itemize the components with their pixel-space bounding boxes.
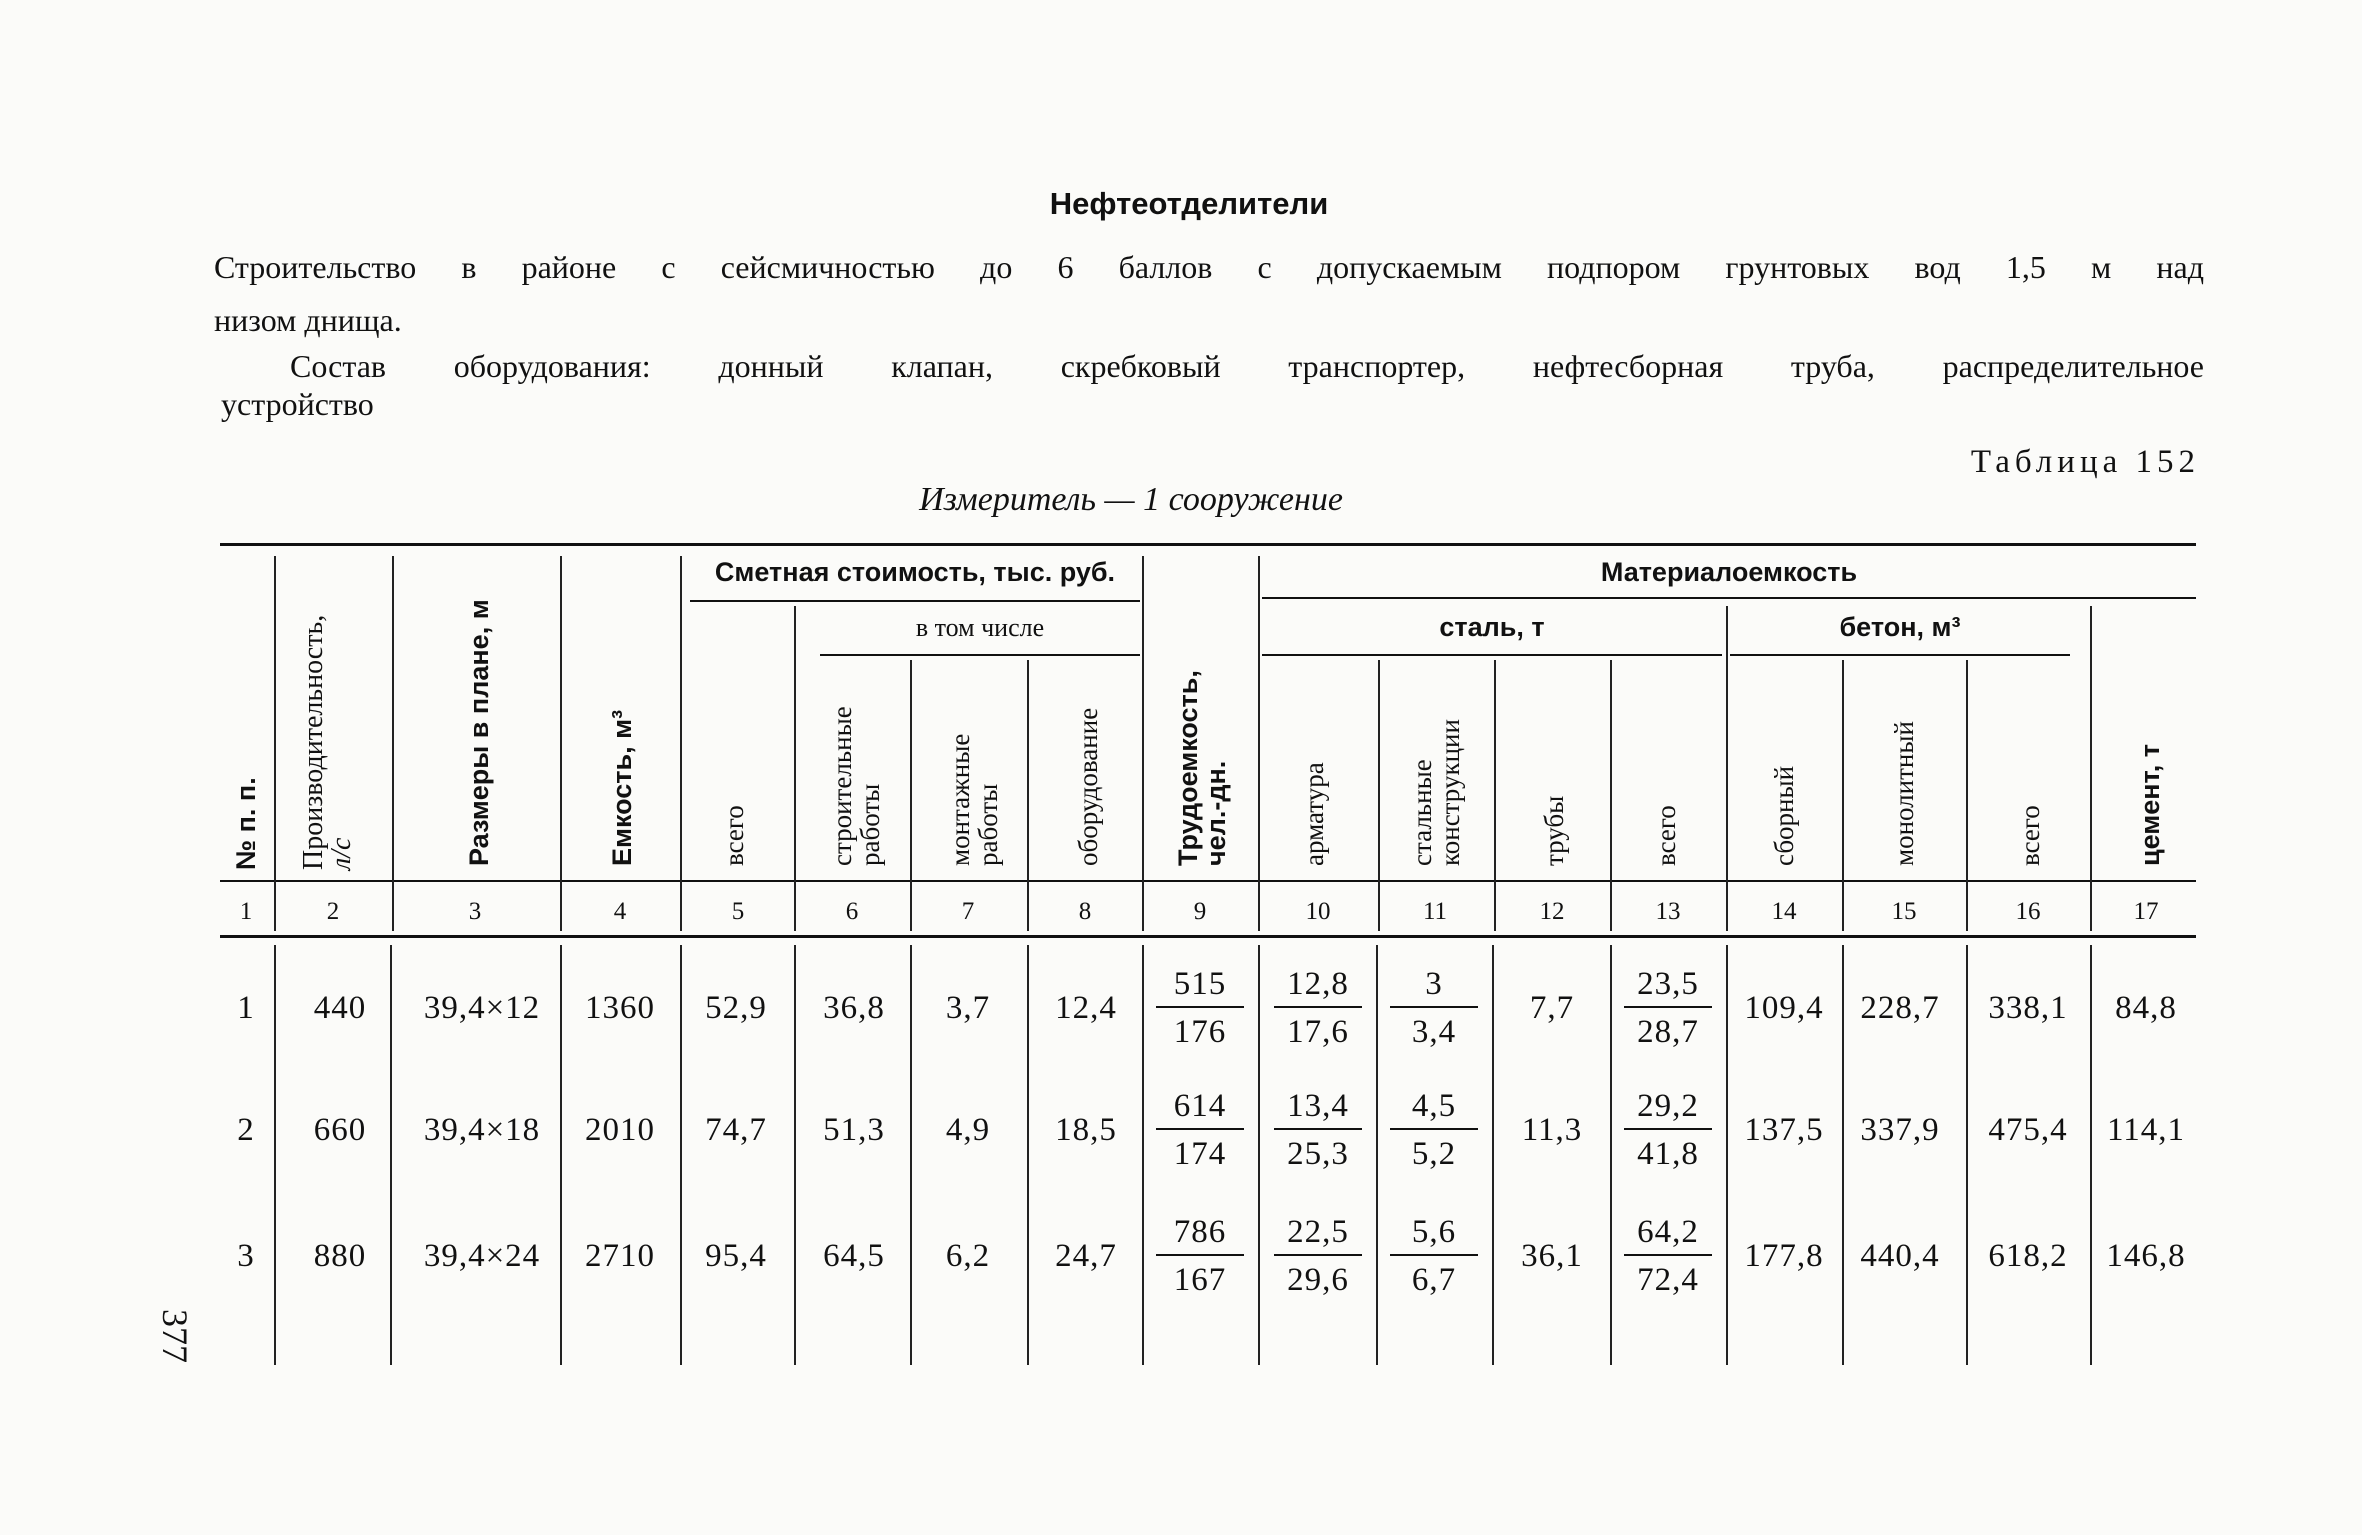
installation-cell: 4,9 (945, 1112, 991, 1148)
header-monolithic: монолитный (1889, 721, 1919, 866)
column-number: 5 (731, 898, 745, 925)
denominator: 6,7 (1411, 1262, 1457, 1298)
header-labor-line1: Трудоемкость, (1173, 670, 1203, 866)
header-divider (392, 556, 394, 931)
paragraph-2-line-1: Состав оборудования: донный клапан, скребковый транспортер, нефтесборная труба, распределительное (290, 348, 2204, 384)
header-divider (1494, 660, 1496, 931)
header-equipment: оборудование (1073, 707, 1103, 866)
table-number: Таблица 152 (1970, 444, 2200, 480)
header-volume: Емкость, м³ (607, 709, 637, 866)
row-number: 1 (237, 990, 255, 1026)
header-cement: цемент, т (2135, 744, 2165, 866)
header-construction (828, 706, 884, 866)
cost-total-cell: 52,9 (705, 990, 767, 1026)
header-divider (274, 556, 276, 931)
construction-cell: 36,8 (823, 990, 885, 1026)
numerator: 23,5 (1624, 962, 1712, 1008)
header-divider (1378, 660, 1380, 931)
column-number: 9 (1193, 898, 1207, 925)
header-steel-structures-line2: конструкции (1435, 719, 1465, 866)
labor-fraction (1156, 1210, 1244, 1304)
construction-cell: 51,3 (823, 1112, 885, 1148)
paragraph-1-line-1: Строительство в районе с сейсмичностью до 6 баллов с допускаемым подпором грунтовых вод 1,5 м над (214, 249, 2204, 285)
header-rebar: арматура (1299, 762, 1329, 866)
capacity-cell: 660 (313, 1112, 367, 1148)
cost-total-cell: 95,4 (705, 1238, 767, 1274)
column-number: 8 (1078, 898, 1092, 925)
precast-cell: 177,8 (1744, 1238, 1824, 1274)
header-installation-line2: работы (973, 783, 1003, 866)
header-labor (1174, 670, 1230, 866)
steel-group-rule (1262, 654, 1722, 656)
paragraph-2-line-2: устройство (221, 386, 374, 422)
column-number: 16 (2015, 898, 2041, 925)
denominator: 167 (1173, 1262, 1227, 1298)
page-number: 377 (155, 1309, 195, 1363)
column-number: 2 (326, 898, 340, 925)
column-number: 12 (1539, 898, 1565, 925)
column-number: 1 (239, 898, 253, 925)
header-divider (794, 606, 796, 931)
unit-caption: Измеритель — 1 сооружение (919, 481, 1343, 518)
steel-total-fraction (1624, 1084, 1712, 1178)
header-size: Размеры в плане, м (464, 599, 494, 866)
pipes-cell: 36,1 (1521, 1238, 1583, 1274)
column-number: 10 (1305, 898, 1331, 925)
header-divider (1726, 606, 1728, 931)
header-divider (680, 556, 682, 931)
steel-total-fraction (1624, 1210, 1712, 1304)
concrete-total-cell: 338,1 (1988, 990, 2068, 1026)
numerator: 786 (1156, 1210, 1244, 1256)
column-number: 17 (2133, 898, 2159, 925)
colnum-rule (220, 880, 2196, 882)
cost-group-rule (690, 600, 1140, 602)
pipes-cell: 11,3 (1521, 1112, 1583, 1148)
numerator: 64,2 (1624, 1210, 1712, 1256)
numerator: 5,6 (1390, 1210, 1478, 1256)
header-construction-line2: работы (855, 783, 885, 866)
denominator: 72,4 (1637, 1262, 1699, 1298)
header-concrete-total: всего (2015, 805, 2045, 866)
concrete-group-header: бетон, м³ (1839, 612, 1961, 642)
numerator: 13,4 (1274, 1084, 1362, 1130)
section-heading: Нефтеотделители (1049, 186, 1329, 221)
concrete-total-cell: 475,4 (1988, 1112, 2068, 1148)
paragraph-1-line-2: низом днища. (214, 302, 402, 338)
cement-cell: 146,8 (2106, 1238, 2186, 1274)
size-cell: 39,4×12 (423, 990, 541, 1026)
equipment-cell: 24,7 (1055, 1238, 1117, 1274)
precast-cell: 137,5 (1744, 1112, 1824, 1148)
header-construction-line1: строительные (827, 706, 857, 866)
numerator: 515 (1156, 962, 1244, 1008)
column-number: 3 (468, 898, 482, 925)
incl-header: в том числе (915, 613, 1045, 642)
numerator: 29,2 (1624, 1084, 1712, 1130)
concrete-total-cell: 618,2 (1988, 1238, 2068, 1274)
table-top-rule (220, 543, 2196, 546)
rebar-fraction (1274, 1210, 1362, 1304)
monolithic-cell: 228,7 (1860, 990, 1940, 1026)
header-divider (910, 660, 912, 931)
denominator: 5,2 (1411, 1136, 1457, 1172)
capacity-cell: 440 (313, 990, 367, 1026)
pipes-cell: 7,7 (1529, 990, 1575, 1026)
steel-total-fraction (1624, 962, 1712, 1056)
volume-cell: 2710 (585, 1238, 655, 1274)
column-number: 7 (961, 898, 975, 925)
construction-cell: 64,5 (823, 1238, 885, 1274)
header-divider (1027, 660, 1029, 931)
table-header-rule (220, 935, 2196, 938)
body-divider (1376, 945, 1378, 1365)
header-divider (1610, 660, 1612, 931)
steel-structures-fraction (1390, 1210, 1478, 1304)
header-precast: сборный (1769, 765, 1799, 866)
row-number: 2 (237, 1112, 255, 1148)
denominator: 29,6 (1287, 1262, 1349, 1298)
rebar-fraction (1274, 1084, 1362, 1178)
header-capacity-line2: л/с (326, 837, 357, 870)
denominator: 176 (1173, 1014, 1227, 1050)
numerator: 3 (1390, 962, 1478, 1008)
denominator: 17,6 (1287, 1014, 1349, 1050)
monolithic-cell: 440,4 (1860, 1238, 1940, 1274)
denominator: 174 (1173, 1136, 1227, 1172)
denominator: 28,7 (1637, 1014, 1699, 1050)
steel-structures-fraction (1390, 962, 1478, 1056)
numerator: 12,8 (1274, 962, 1362, 1008)
header-num: № п. п. (231, 777, 261, 870)
column-number: 4 (613, 898, 627, 925)
cement-cell: 84,8 (2115, 990, 2177, 1026)
installation-cell: 3,7 (945, 990, 991, 1026)
material-group-header: Материалоемкость (1600, 557, 1858, 587)
size-cell: 39,4×24 (423, 1238, 541, 1274)
header-steel-structures (1408, 719, 1464, 866)
rebar-fraction (1274, 962, 1362, 1056)
header-labor-line2: чел.-дн. (1201, 760, 1231, 866)
header-installation-line1: монтажные (945, 733, 975, 866)
header-pipes: трубы (1539, 795, 1569, 866)
header-divider (1966, 660, 1968, 931)
precast-cell: 109,4 (1744, 990, 1824, 1026)
size-cell: 39,4×18 (423, 1112, 541, 1148)
numerator: 4,5 (1390, 1084, 1478, 1130)
concrete-group-rule (1730, 654, 2070, 656)
steel-group-header: сталь, т (1439, 612, 1545, 642)
denominator: 3,4 (1411, 1014, 1457, 1050)
column-number: 6 (845, 898, 859, 925)
equipment-cell: 12,4 (1055, 990, 1117, 1026)
denominator: 41,8 (1637, 1136, 1699, 1172)
row-number: 3 (237, 1238, 255, 1274)
denominator: 25,3 (1287, 1136, 1349, 1172)
header-cost-total: всего (719, 805, 749, 866)
header-capacity-line1: Производительность, (298, 614, 329, 870)
header-capacity (300, 615, 356, 870)
steel-structures-fraction (1390, 1084, 1478, 1178)
cost-group-header: Сметная стоимость, тыс. руб. (714, 557, 1116, 587)
volume-cell: 1360 (585, 990, 655, 1026)
header-divider (2090, 606, 2092, 931)
header-steel-structures-line1: стальные (1407, 759, 1437, 866)
body-divider (1258, 945, 1260, 1365)
labor-fraction (1156, 1084, 1244, 1178)
installation-cell: 6,2 (945, 1238, 991, 1274)
header-installation (946, 734, 1002, 866)
numerator: 22,5 (1274, 1210, 1362, 1256)
header-divider (1258, 556, 1260, 931)
volume-cell: 2010 (585, 1112, 655, 1148)
equipment-cell: 18,5 (1055, 1112, 1117, 1148)
material-group-rule (1262, 597, 2196, 599)
numerator: 614 (1156, 1084, 1244, 1130)
cement-cell: 114,1 (2106, 1112, 2186, 1148)
column-number: 11 (1422, 898, 1448, 925)
labor-fraction (1156, 962, 1244, 1056)
column-number: 13 (1655, 898, 1681, 925)
header-divider (1142, 556, 1144, 931)
monolithic-cell: 337,9 (1860, 1112, 1940, 1148)
incl-rule (820, 654, 1140, 656)
column-number: 14 (1771, 898, 1797, 925)
header-divider (560, 556, 562, 931)
column-number: 15 (1891, 898, 1917, 925)
capacity-cell: 880 (313, 1238, 367, 1274)
header-steel-total: всего (1651, 805, 1681, 866)
header-divider (1842, 660, 1844, 931)
cost-total-cell: 74,7 (705, 1112, 767, 1148)
